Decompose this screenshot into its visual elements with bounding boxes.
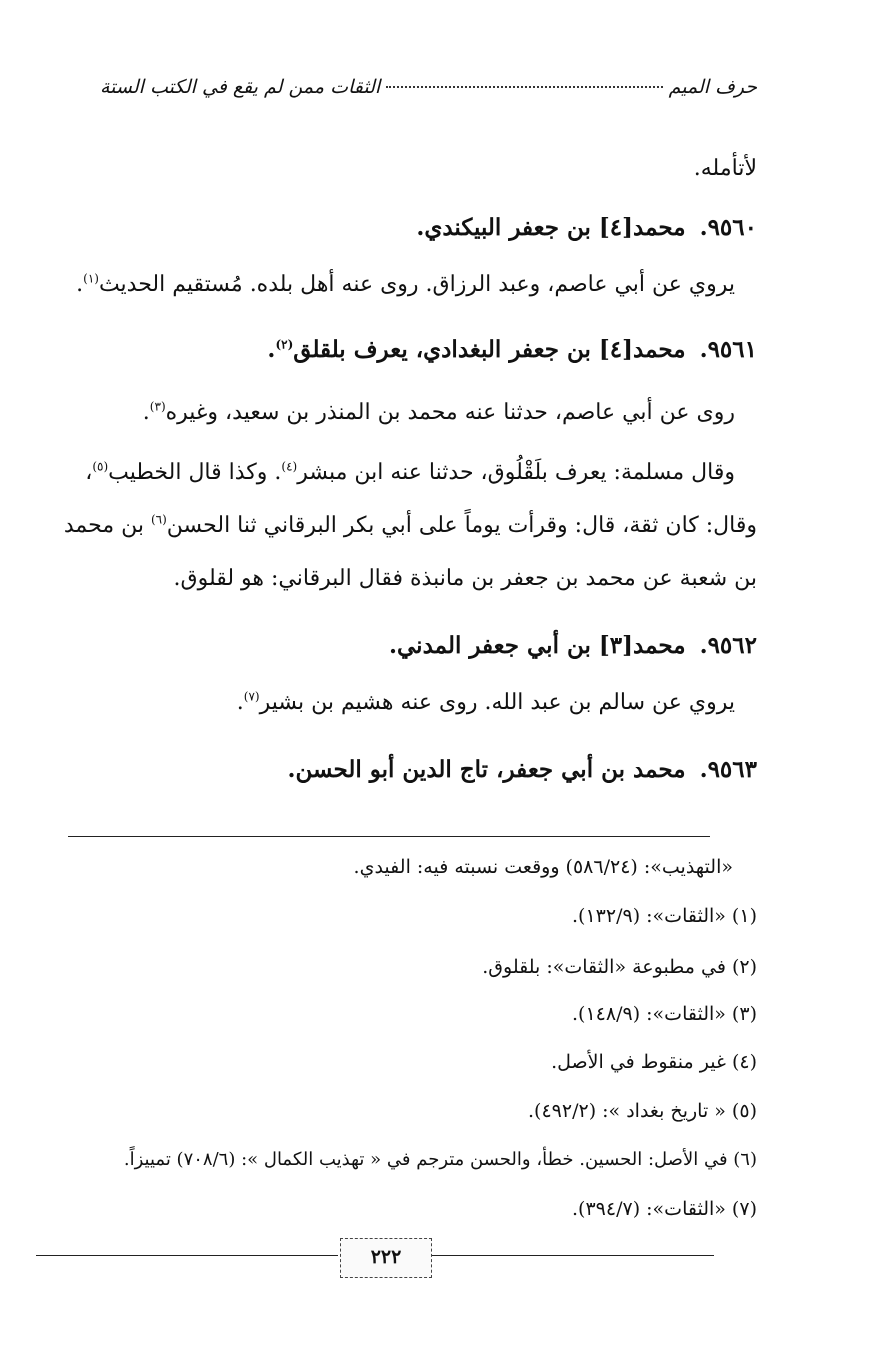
entry-text-9561-line4: بن شعبة عن محمد بن جعفر بن مانبذة فقال البرقاني: هو لقلوق. — [173, 566, 757, 591]
entry-title: محمد[٤] بن جعفر البغدادي، يعرف بلقلق — [293, 336, 686, 363]
footnote-4: (٤) غير منقوط في الأصل. — [551, 1051, 757, 1073]
running-header — [100, 76, 757, 98]
header-book-title: الثقات ممن لم يقع في الكتب الستة — [100, 76, 381, 98]
footnote-2: (٢) في مطبوعة «الثقات»: بلقلوق. — [482, 956, 757, 978]
entry-text-9561-line1: روى عن أبي عاصم، حدثنا عنه محمد بن المنذر بن سعيد، وغيره$^{(٣)}$. — [142, 399, 735, 425]
entry-number: ٩٥٦٢. — [699, 632, 757, 659]
entry-heading-9563 — [287, 756, 757, 783]
footnote-ref: (٧) — [243, 689, 260, 704]
footnote-separator — [68, 836, 710, 837]
header-dot-leader — [386, 86, 662, 88]
entry-heading-9560 — [416, 214, 757, 241]
footnote-ref: (٥) — [92, 459, 109, 474]
footnote-1: (١) «الثقات»: (١٣٢/٩). — [572, 905, 757, 927]
entry-text-9562: يروي عن سالم بن عبد الله. روى عنه هشيم بن بشير$^{(٧)}$. — [236, 689, 735, 715]
footnote-6: (٦) في الأصل: الحسين. خطأ، والحسن مترجم في « تهذيب الكمال »: (٧٠٨/٦) تمييزاً. — [123, 1149, 757, 1170]
page-number: ٢٢٢ — [340, 1238, 432, 1278]
footnote-5: (٥) « تاريخ بغداد »: (٤٩٢/٢). — [528, 1100, 757, 1122]
body-line-continuation: لأتأمله. — [693, 156, 757, 181]
entry-number: ٩٥٦٠. — [699, 214, 757, 241]
entry-number: ٩٥٦١. — [699, 336, 757, 363]
footnote-7: (٧) «الثقات»: (٣٩٤/٧). — [572, 1198, 757, 1220]
footnote-ref: (٣) — [149, 399, 166, 414]
footnote-ref: (٦) — [150, 512, 167, 527]
entry-number: ٩٥٦٣. — [699, 756, 757, 783]
folio-rule-left — [36, 1255, 338, 1256]
header-section: حرف الميم — [668, 76, 757, 98]
footnote-ref: (١) — [83, 271, 99, 286]
folio-rule-right — [432, 1255, 714, 1256]
footnote-ref: (٢) — [275, 337, 294, 352]
entry-title: محمد[٤] بن جعفر البيكندي. — [416, 214, 686, 241]
footnote-continuation: «التهذيب»: (٥٨٦/٢٤) ووقعت نسبته فيه: الفيدي. — [353, 856, 733, 878]
footnote-3: (٣) «الثقات»: (١٤٨/٩). — [572, 1003, 757, 1025]
entry-title: محمد بن أبي جعفر، تاج الدين أبو الحسن. — [287, 756, 686, 783]
entry-title: محمد[٣] بن أبي جعفر المدني. — [389, 632, 686, 659]
entry-heading-9562 — [389, 632, 757, 659]
entry-heading-9561: ٩٥٦١.محمد[٤] بن جعفر البغدادي، يعرف بلقلق$^{(٢)}$. — [267, 336, 757, 363]
entry-text-9561-line2: وقال مسلمة: يعرف بلَقْلُوق، حدثنا عنه ابن مبشر$^{(٤)}$. وكذا قال الخطيب$^{(٥)}$، — [85, 459, 735, 485]
footnote-ref: (٤) — [281, 459, 298, 474]
entry-text-9561-line3: وقال: كان ثقة، قال: وقرأت يوماً على أبي بكر البرقاني ثنا الحسن$^{(٦)}$ بن محمد — [63, 512, 757, 538]
entry-text-9560: يروي عن أبي عاصم، وعبد الرزاق. روى عنه أهل بلده. مُستقيم الحديث$^{(١)}$. — [76, 271, 735, 297]
